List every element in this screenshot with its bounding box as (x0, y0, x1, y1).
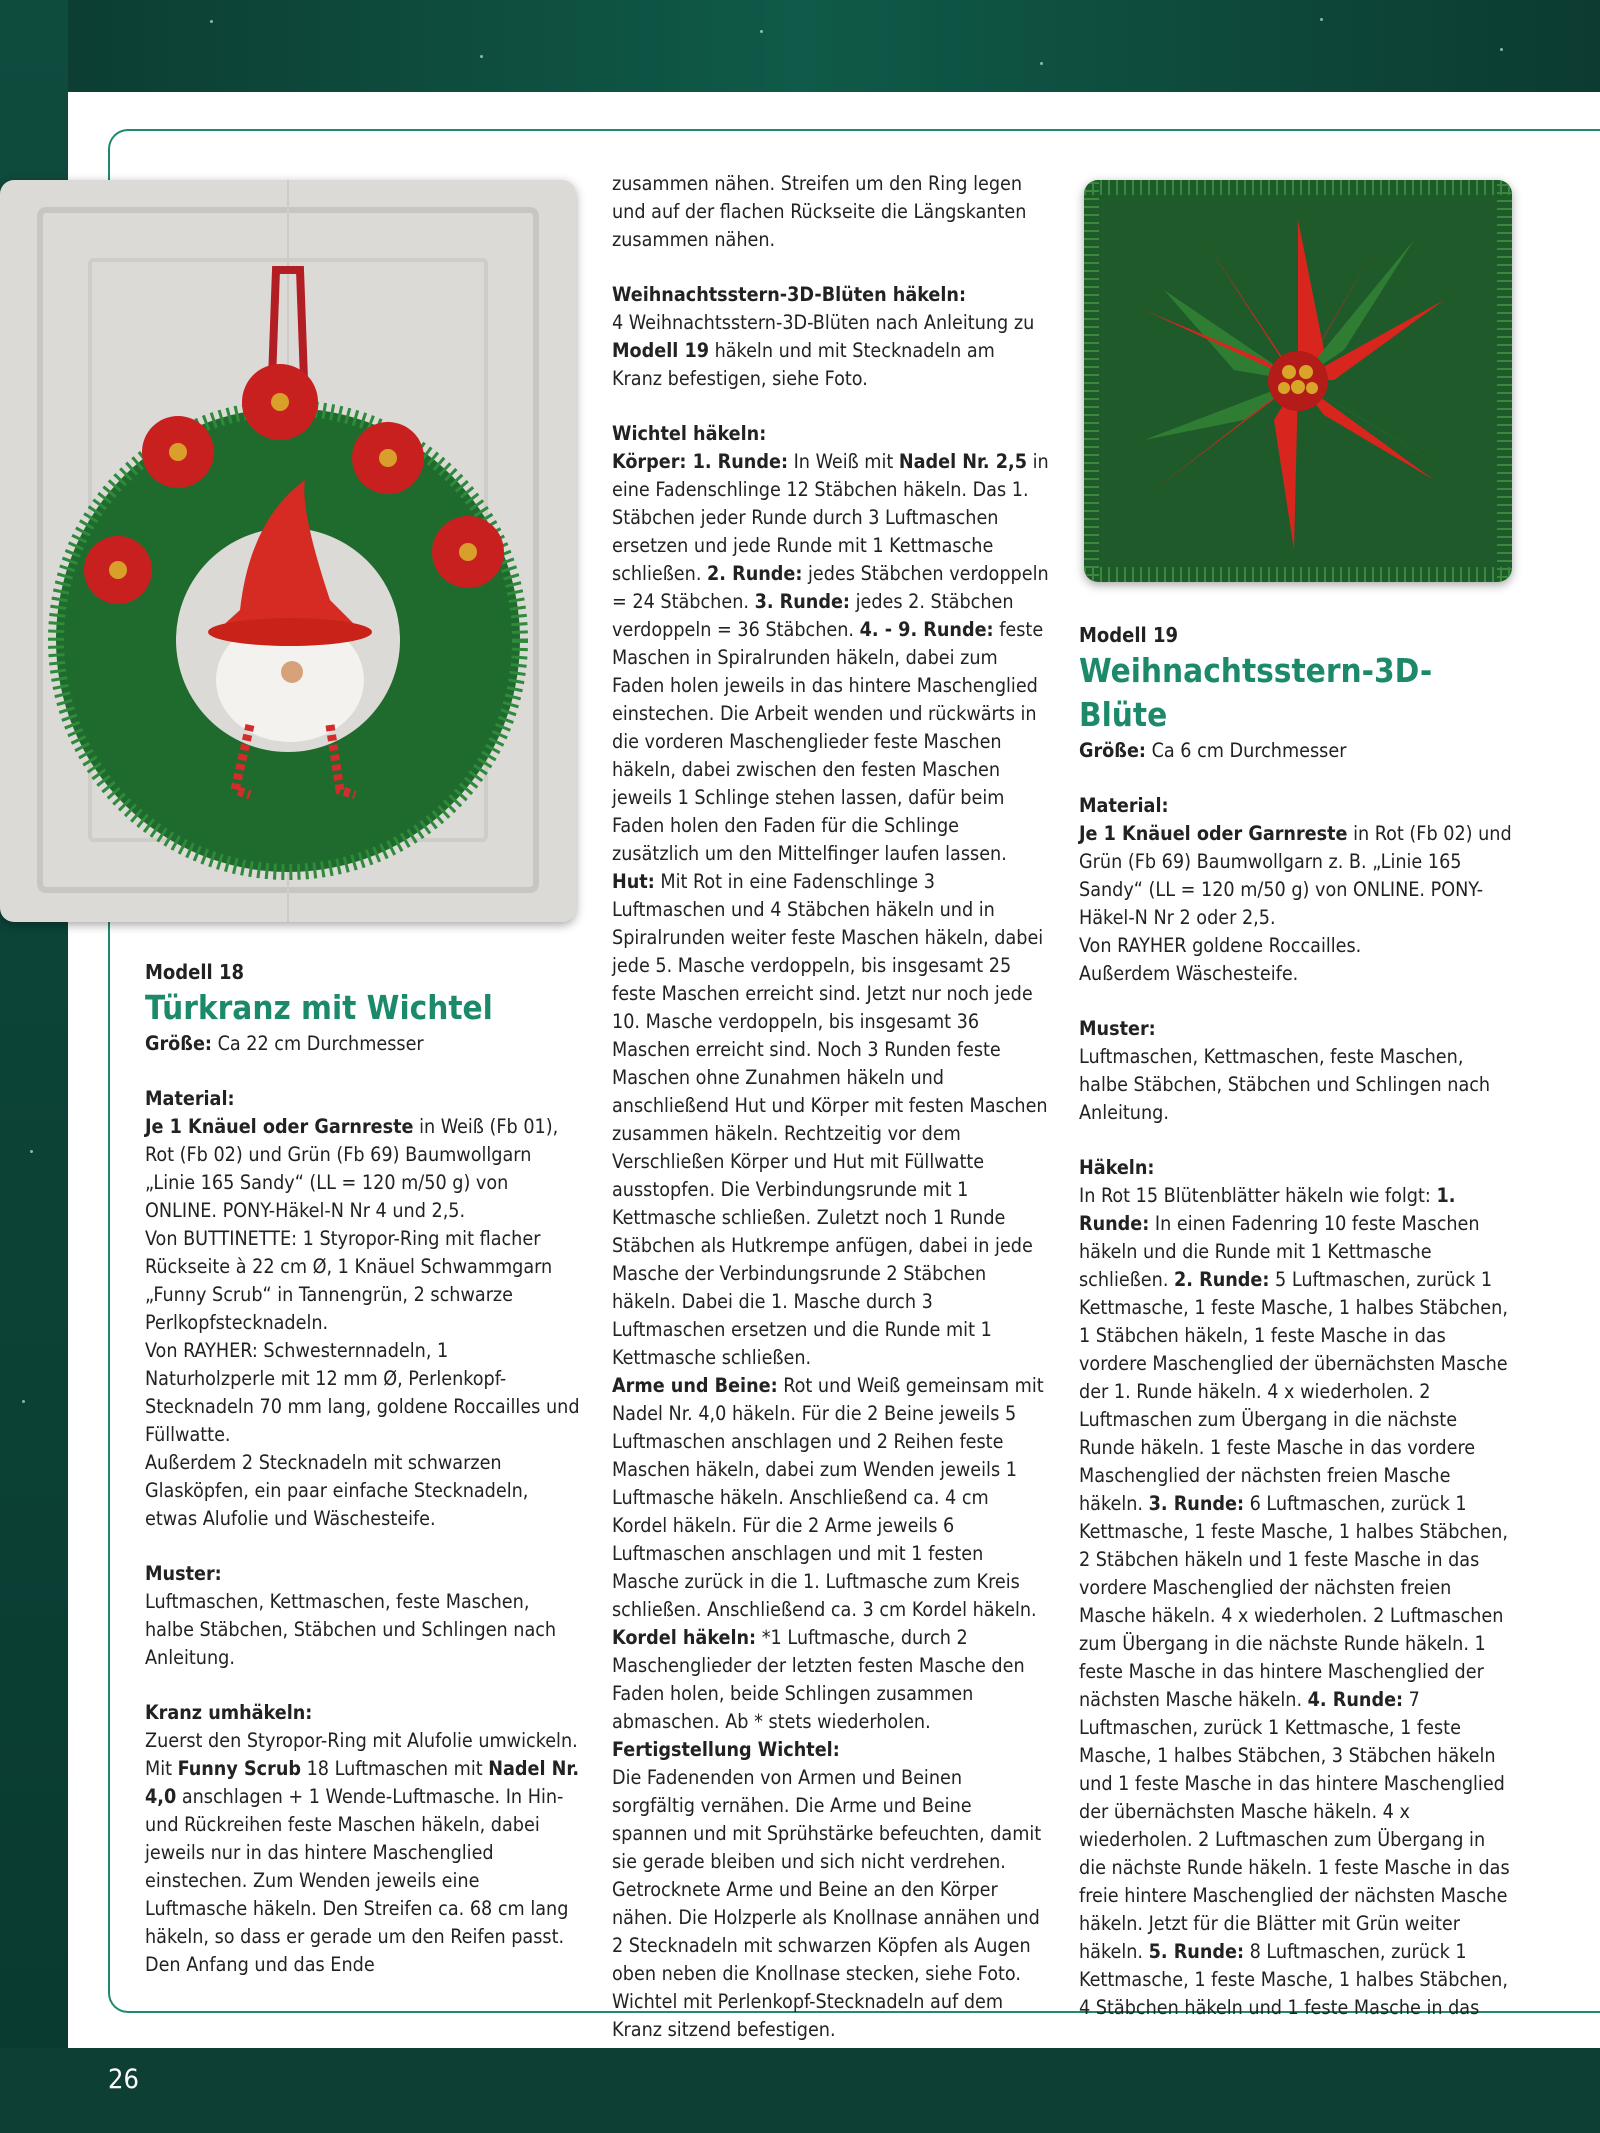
model18-muster-heading: Muster: (145, 1562, 222, 1585)
model18-ausserdem: Außerdem 2 Stecknadeln mit schwarzen Glasköpfen, ein paar einfache Stecknadeln, etwas Alufolie und Wäschesteife. (145, 1451, 529, 1530)
wreath-photo (0, 180, 576, 922)
gnome-nose (281, 661, 303, 683)
model19-size: Größe: Ca 6 cm Durchmesser (1079, 739, 1347, 762)
snow-dot (760, 30, 763, 33)
kranz-continued: zusammen nähen. Streifen um den Ring legen und auf der flachen Rückseite die Längskanten zusammen nähen. (612, 172, 1027, 251)
page-number: 26 (108, 2064, 139, 2095)
snow-dot (1040, 62, 1043, 65)
haekeln-heading: Häkeln: (1079, 1156, 1155, 1179)
arme-text: Arme und Beine: Rot und Weiß gemeinsam mit Nadel Nr. 4,0 häkeln. Für die 2 Beine jeweils 5 Luftmaschen anschlagen und 2 Reihen feste Maschen häkeln, dabei zum Wenden jeweils 1 Luftmasche häkeln. Anschließend ca. 4 cm Kordel häkeln. Für die 2 Arme jeweils 6 Luftmaschen anschlagen und mit 1 festen Masche zurück in die 1. Luftmasche zum Kreis schließen. Anschließend ca. 3 cm Kordel häkeln. (612, 1374, 1044, 1621)
model19-title: Weihnachtsstern-3D-Blüte (1079, 651, 1433, 734)
model19-muster-heading: Muster: (1079, 1017, 1156, 1040)
model19-rayher: Von RAYHER goldene Roccailles. (1079, 934, 1362, 957)
model18-size: Größe: Ca 22 cm Durchmesser (145, 1032, 424, 1055)
snow-dot (22, 1400, 25, 1403)
kranz-text: Zuerst den Styropor-Ring mit Alufolie umwickeln. Mit Funny Scrub 18 Luftmaschen mit Nadel Nr. 4,0 anschlagen + 1 Wende-Luftmasche. In Hin- und Rückreihen feste Maschen häkeln, dabei jeweils nur in das hintere Maschenglied einstechen. Zum Wenden jeweils eine Luftmasche häkeln. Den Streifen ca. 68 cm lang häkeln, so dass er gerade um den Reifen passt. Den Anfang und das Ende (145, 1729, 580, 1976)
haekeln-text: In Rot 15 Blütenblätter häkeln wie folgt: 1. Runde: In einen Fadenring 10 feste Maschen häkeln und die Runde mit 1 Kettmasche schließen. 2. Runde: 5 Luftmaschen, zurück 1 Kettmasche, 1 feste Masche, 1 halbes Stäbchen, 1 Stäbchen häkeln, 1 feste Masche in das vordere Maschenglied der übernächsten Masche der 1. Runde häkeln. 4 x wiederholen. 2 Luftmaschen zum Übergang in die nächste Runde häkeln. 1 feste Masche in das vordere Maschenglied der nächsten freien Masche häkeln. 3. Runde: 6 Luftmaschen, zurück 1 Kettmasche, 1 feste Masche, 1 halbes Stäbchen, 2 Stäbchen häkeln und 1 feste Masche in das vordere Maschenglied der nächsten freien Masche häkeln. 4 x wiederholen. 2 Luftmaschen zum Übergang in die nächste Runde häkeln. 1 feste Masche in das hintere Maschenglied der nächsten Masche häkeln. 4. Runde: 7 Luftmaschen, zurück 1 Kettmasche, 1 feste Masche, 1 halbes Stäbchen, 3 Stäbchen häkeln und 1 feste Masche in das hintere Maschenglied der übernächsten Masche häkeln. 4 x wiederholen. 2 Luftmaschen zum Übergang in die nächste Runde häkeln. 1 feste Masche in das freie hintere Maschenglied der nächsten Masche häkeln. Jetzt für die Blätter mit Grün weiter häkeln. 5. Runde: 8 Luftmaschen, zurück 1 Kettmasche, 1 feste Masche, 1 halbes Stäbchen, 4 Stäbchen häkeln und 1 feste Masche in das (1079, 1184, 1510, 2019)
model18-title: Türkranz mit Wichtel (145, 988, 493, 1027)
model18-buttinette: Von BUTTINETTE: 1 Styropor-Ring mit flacher Rückseite à 22 cm Ø, 1 Knäuel Schwammgarn „Funny Scrub“ in Tannengrün, 2 schwarze Perlkopfstecknadeln. (145, 1227, 553, 1334)
blueten-heading: Weihnachtsstern-3D-Blüten häkeln: (612, 283, 967, 306)
header-background (0, 0, 1600, 92)
model18-muster-text: Luftmaschen, Kettmaschen, feste Maschen, halbe Stäbchen, Stäbchen und Schlingen nach Anleitung. (145, 1590, 557, 1669)
snow-dot (30, 1150, 33, 1153)
model19-material-text: Je 1 Knäuel oder Garnreste in Rot (Fb 02) und Grün (Fb 69) Baumwollgarn z. B. „Linie 165 Sandy“ (LL = 120 m/50 g) von ONLINE. PONY-Häkel-N Nr 2 oder 2,5. (1079, 822, 1512, 929)
model18-rayher: Von RAYHER: Schwesternnadeln, 1 Naturholzperle mit 12 mm Ø, Perlenkopf-Stecknadeln 70 mm lang, goldene Roccailles und Füllwatte. (145, 1339, 580, 1446)
model19-muster-text: Luftmaschen, Kettmaschen, feste Maschen, halbe Stäbchen, Stäbchen und Schlingen nach Anleitung. (1079, 1045, 1491, 1124)
blueten-text: 4 Weihnachtsstern-3D-Blüten nach Anleitung zu Modell 19 häkeln und mit Stecknadeln am Kranz befestigen, siehe Foto. (612, 311, 1035, 390)
model19-ausserdem: Außerdem Wäschesteife. (1079, 962, 1299, 985)
fertig-text: Die Fadenenden von Armen und Beinen sorgfältig vernähen. Die Arme und Beine spannen und mit Sprühstärke befeuchten, damit sie gerade bleiben und sich nicht verdrehen. Getrocknete Arme und Beine an den Körper nähen. Die Holzperle als Knollnase annähen und 2 Stecknadeln mit schwarzen Köpfen als Augen oben neben die Knollnase stecken, siehe Foto. Wichtel mit Perlenkopf-Stecknadeln auf dem Kranz sitzend befestigen. (612, 1766, 1042, 2041)
footer-background (0, 2048, 1600, 2133)
model18-material-text: Je 1 Knäuel oder Garnreste in Weiß (Fb 01), Rot (Fb 02) und Grün (Fb 69) Baumwollgarn „Linie 165 Sandy“ (LL = 120 m/50 g) von ONLINE. PONY-Häkel-N Nr 4 und 2,5. (145, 1115, 559, 1222)
snow-dot (1500, 48, 1503, 51)
kordel-text: Kordel häkeln: *1 Luftmasche, durch 2 Maschenglieder der letzten festen Masche den Faden holen, beide Schlingen zusammen abmaschen. Ab * stets wiederholen. (612, 1626, 1025, 1733)
column-right (1079, 621, 1516, 2022)
snow-dot (1320, 18, 1323, 21)
kranz-heading: Kranz umhäkeln: (145, 1701, 313, 1724)
model19-label: Modell 19 (1079, 623, 1178, 647)
poinsettia-photo (1084, 180, 1512, 582)
model18-material-heading: Material: (145, 1087, 235, 1110)
poinsettia-image (1084, 180, 1512, 582)
fertig-heading: Fertigstellung Wichtel: (612, 1738, 840, 1761)
hut-text: Hut: Mit Rot in eine Fadenschlinge 3 Luftmaschen und 4 Stäbchen häkeln und in Spiralrunden weiter feste Maschen häkeln, dabei jede 5. Masche verdoppeln, bis insgesamt 25 feste Maschen erreicht sind. Jetzt nur noch jede 10. Masche verdoppeln, bis insgesamt 36 Maschen erreicht sind. Noch 3 Runden feste Maschen ohne Zunahmen häkeln und anschließend Hut und Körper mit festen Maschen zusammen häkeln. Rechtzeitig vor dem Verschließen Körper und Hut mit Füllwatte ausstopfen. Die Verbindungsrunde mit 1 Kettmasche schließen. Zuletzt noch 1 Runde Stäbchen als Hutkrempe anfügen, dabei in jede Masche der Verbindungsrunde 2 Stäbchen häkeln. Dabei die 1. Masche durch 3 Luftmaschen ersetzen und die Runde mit 1 Kettmasche schließen. (612, 870, 1048, 1369)
column-left (145, 958, 581, 1979)
snow-dot (480, 55, 483, 58)
wichtel-heading: Wichtel häkeln: (612, 422, 767, 445)
snow-dot (210, 20, 213, 23)
model18-label: Modell 18 (145, 960, 244, 984)
wreath-image (0, 180, 576, 922)
column-middle (612, 170, 1049, 2044)
koerper-text: Körper: 1. Runde: In Weiß mit Nadel Nr. 2,5 in eine Fadenschlinge 12 Stäbchen häkeln. Das 1. Stäbchen jeder Runde durch 3 Luftmaschen ersetzen und jede Runde mit 1 Kettmasche schließen. 2. Runde: jedes Stäbchen verdoppeln = 24 Stäbchen. 3. Runde: jedes 2. Stäbchen verdoppeln = 36 Stäbchen. 4. - 9. Runde: feste Maschen in Spiralrunden häkeln, dabei zum Faden holen jeweils in das hintere Maschenglied einstechen. Die Arbeit wenden und rückwärts in die vorderen Maschenglieder feste Maschen häkeln, dabei zwischen den festen Maschen jeweils 1 Schlinge stehen lassen, dafür beim Faden holen den Faden für die Schlinge zusätzlich um den Mittelfinger laufen lassen. (612, 450, 1049, 865)
model19-material-heading: Material: (1079, 794, 1169, 817)
